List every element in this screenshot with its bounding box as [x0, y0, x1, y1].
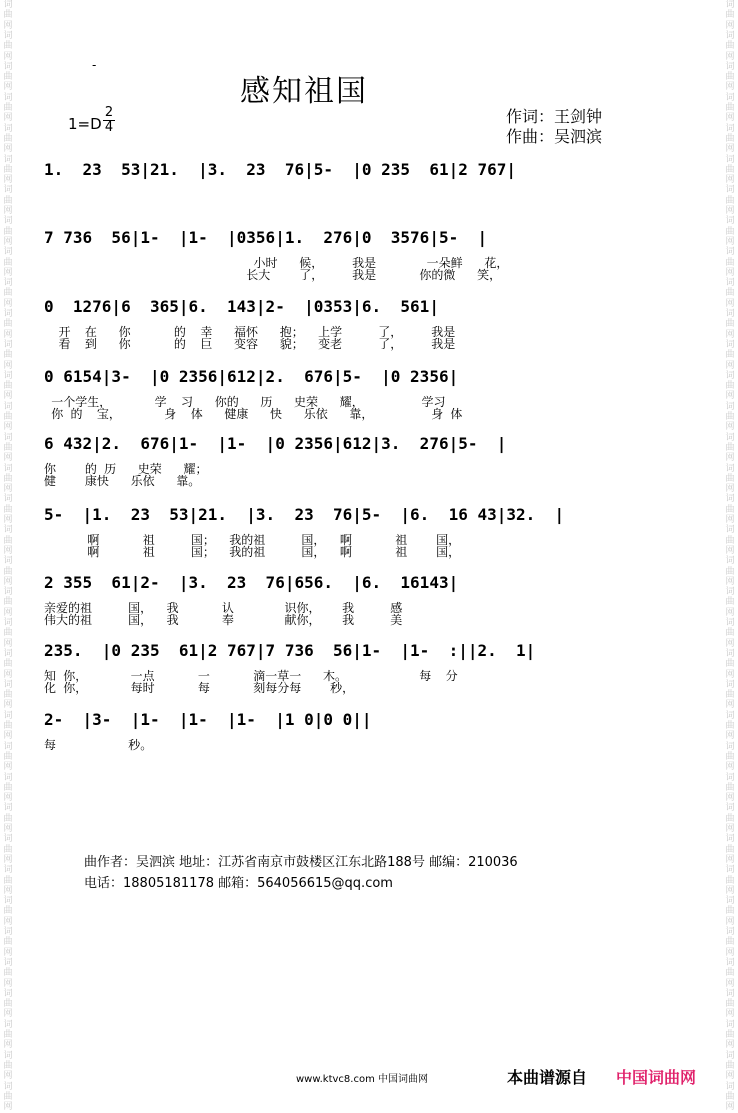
watermark-char: 词 [725, 247, 735, 258]
watermark-char: 曲 [3, 690, 13, 701]
watermark-char: 曲 [725, 906, 735, 917]
watermark-char: 词 [3, 463, 13, 474]
watermark-char: 词 [725, 401, 735, 412]
watermark-char: 曲 [725, 72, 735, 83]
watermark-char: 词 [725, 278, 735, 289]
watermark-char: 网 [3, 824, 13, 834]
watermark-char: 词 [3, 772, 13, 783]
watermark-char: 词 [3, 154, 13, 165]
watermark-char: 词 [3, 432, 13, 443]
watermark-char: 词 [725, 339, 735, 350]
watermark-right [722, 0, 738, 1113]
watermark-char: 曲 [725, 1060, 735, 1071]
watermark-char: 曲 [3, 381, 13, 392]
composer-credit: 作曲：吴泗滨 [506, 127, 603, 146]
watermark-char: 网 [3, 453, 13, 464]
watermark-char: 曲 [725, 844, 735, 855]
watermark-char: 曲 [725, 628, 735, 639]
watermark-char: 词 [725, 741, 735, 752]
time-signature-top: 2 [104, 105, 114, 120]
watermark-char: 词 [3, 556, 13, 567]
lyric-line: 啊 祖 国； 我的祖 国， 啊 祖 国， [44, 545, 461, 559]
time-signature [103, 106, 115, 135]
watermark-char: 网 [725, 360, 735, 371]
watermark-char: 曲 [725, 133, 735, 144]
watermark-char: 网 [3, 51, 13, 62]
watermark-char: 曲 [3, 968, 13, 979]
watermark-char: 网 [3, 916, 13, 927]
watermark-char: 网 [725, 607, 735, 618]
watermark-char: 曲 [725, 999, 735, 1010]
watermark-char: 词 [725, 370, 735, 381]
watermark-char: 曲 [725, 504, 735, 515]
watermark-char: 曲 [725, 226, 735, 237]
watermark-char: 词 [725, 556, 735, 567]
watermark-char: 网 [725, 206, 735, 216]
watermark-char: 曲 [725, 195, 735, 206]
lyricist-credit: 作词：王剑钟 [506, 107, 603, 126]
watermark-char: 网 [725, 267, 735, 278]
watermark-char: 词 [3, 834, 13, 845]
watermark-char: 词 [3, 1019, 13, 1030]
watermark-char: 网 [725, 947, 735, 958]
watermark-char: 网 [725, 82, 735, 93]
watermark-char: 曲 [725, 41, 735, 52]
header-dash: - [92, 58, 97, 72]
watermark-char: 网 [725, 236, 735, 247]
watermark-char: 词 [3, 185, 13, 196]
watermark-char: 词 [725, 865, 735, 876]
lyric-line: 每 秒。 [44, 738, 153, 752]
watermark-char: 词 [725, 896, 735, 907]
watermark-char: 词 [725, 463, 735, 474]
watermark-char: 词 [725, 216, 735, 227]
watermark-char: 词 [3, 741, 13, 752]
watermark-char: 网 [3, 947, 13, 958]
watermark-char: 曲 [3, 288, 13, 299]
watermark-char: 曲 [725, 721, 735, 731]
watermark-char: 曲 [725, 597, 735, 608]
watermark-char: 网 [3, 1071, 13, 1082]
watermark-char: 网 [3, 422, 13, 433]
watermark-char: 词 [3, 278, 13, 289]
watermark-char: 曲 [3, 319, 13, 330]
watermark-char: 曲 [3, 164, 13, 175]
watermark-char: 网 [3, 1040, 13, 1051]
watermark-char: 网 [725, 484, 735, 495]
watermark-char: 网 [725, 978, 735, 989]
watermark-char: 词 [3, 0, 13, 10]
watermark-char: 网 [725, 669, 735, 680]
watermark-char: 词 [725, 587, 735, 598]
watermark-char: 网 [725, 20, 735, 31]
watermark-char: 词 [3, 401, 13, 412]
watermark-char: 词 [725, 309, 735, 319]
watermark-char: 曲 [3, 566, 13, 577]
watermark-char: 词 [725, 432, 735, 443]
watermark-char: 网 [725, 700, 735, 711]
watermark-char: 网 [725, 175, 735, 186]
watermark-char: 词 [725, 803, 735, 814]
watermark-char: 曲 [3, 103, 13, 113]
watermark-char: 曲 [725, 1030, 735, 1040]
watermark-char: 网 [725, 854, 735, 865]
watermark-char: 曲 [725, 937, 735, 948]
watermark-char: 网 [725, 1071, 735, 1082]
watermark-char: 网 [3, 607, 13, 618]
watermark-char: 网 [3, 113, 13, 124]
watermark-char: 词 [3, 710, 13, 721]
song-title: 感知祖国 [240, 74, 368, 109]
watermark-char: 曲 [725, 1091, 735, 1102]
watermark-char: 曲 [3, 10, 13, 21]
watermark-char: 词 [3, 679, 13, 690]
lyric-line: 健 康快 乐依 靠。 [44, 474, 201, 488]
notation-line: 6 432|2. 676|1- |1- |0 2356|612|3. 276|5- | [44, 434, 507, 453]
watermark-char: 曲 [3, 844, 13, 855]
watermark-char: 网 [725, 113, 735, 124]
watermark-char: 词 [725, 1081, 735, 1092]
watermark-char: 词 [725, 618, 735, 628]
watermark-char: 词 [725, 1019, 735, 1030]
lyric-line: 看 到 你 的 巨 变容 貌； 变老 了， 我是 [44, 337, 456, 351]
watermark-char: 词 [3, 1050, 13, 1061]
watermark-char: 词 [3, 988, 13, 999]
watermark-left [0, 0, 16, 1113]
watermark-char: 曲 [3, 999, 13, 1010]
watermark-char: 词 [3, 957, 13, 968]
watermark-char: 词 [3, 216, 13, 227]
watermark-char: 网 [725, 51, 735, 62]
watermark-char: 曲 [3, 628, 13, 639]
watermark-char: 词 [3, 339, 13, 350]
watermark-char: 曲 [3, 1091, 13, 1102]
watermark-char: 曲 [3, 41, 13, 52]
time-signature-bottom: 4 [104, 120, 114, 135]
source-name: 中国词曲网 [616, 1068, 697, 1087]
watermark-char: 网 [725, 638, 735, 649]
watermark-char: 曲 [3, 659, 13, 670]
watermark-char: 词 [725, 710, 735, 721]
watermark-char: 网 [725, 298, 735, 309]
watermark-char: 曲 [3, 133, 13, 144]
watermark-char: 曲 [725, 782, 735, 793]
watermark-char: 曲 [725, 659, 735, 670]
watermark-char: 网 [3, 360, 13, 371]
watermark-char: 词 [3, 927, 13, 937]
watermark-char: 曲 [3, 875, 13, 886]
watermark-char: 网 [3, 638, 13, 649]
footer-contact-line1: 曲作者：吴泗滨 地址：江苏省南京市鼓楼区江东北路188号 邮编：210036 [84, 855, 518, 870]
watermark-char: 词 [725, 834, 735, 845]
watermark-char: 网 [725, 1009, 735, 1020]
notation-line: 0 6154|3- |0 2356|612|2. 676|5- |0 2356| [44, 367, 459, 386]
watermark-char: 网 [3, 700, 13, 711]
watermark-char: 网 [3, 267, 13, 278]
watermark-char: 网 [3, 545, 13, 556]
watermark-char: 网 [3, 515, 13, 525]
watermark-char: 曲 [3, 195, 13, 206]
watermark-char: 词 [3, 123, 13, 134]
watermark-char: 网 [725, 762, 735, 773]
watermark-char: 词 [725, 92, 735, 103]
notation-line: 2 355 61|2- |3. 23 76|656. |6. 16143| [44, 573, 459, 592]
watermark-char: 词 [725, 957, 735, 968]
notation-line: 0 1276|6 365|6. 143|2- |0353|6. 561| [44, 297, 439, 316]
watermark-char: 曲 [725, 381, 735, 392]
site-url: www.ktvc8.com 中国词曲网 [296, 1074, 429, 1085]
lyric-line: 亲爱的祖 国， 我 认 识你， 我 感 [44, 601, 403, 615]
watermark-char: 词 [3, 587, 13, 598]
watermark-char: 曲 [725, 535, 735, 546]
watermark-char: 网 [3, 144, 13, 155]
watermark-char: 词 [725, 30, 735, 41]
notation-line: 2- |3- |1- |1- |1- |1 0|0 0|| [44, 710, 372, 729]
watermark-char: 词 [725, 679, 735, 690]
watermark-char: 网 [3, 82, 13, 93]
notation-line: 7 736 56|1- |1- |0356|1. 276|0 3576|5- | [44, 228, 488, 247]
watermark-char: 网 [725, 144, 735, 155]
watermark-char: 网 [3, 236, 13, 247]
watermark-char: 曲 [3, 721, 13, 731]
watermark-char: 网 [3, 731, 13, 742]
watermark-char: 曲 [725, 566, 735, 577]
watermark-char: 曲 [3, 906, 13, 917]
watermark-char: 词 [725, 61, 735, 72]
watermark-char: 网 [3, 175, 13, 186]
lyric-line: 啊 祖 国； 我的祖 国， 啊 祖 国， [44, 533, 461, 547]
watermark-char: 网 [725, 453, 735, 464]
watermark-char: 词 [3, 247, 13, 258]
watermark-char: 词 [3, 92, 13, 103]
lyric-line: 开 在 你 的 幸 福怀 抱； 上学 了， 我是 [44, 325, 456, 339]
watermark-char: 曲 [3, 782, 13, 793]
watermark-char: 曲 [725, 164, 735, 175]
watermark-char: 曲 [3, 504, 13, 515]
watermark-char: 词 [3, 309, 13, 319]
watermark-char: 网 [3, 206, 13, 216]
watermark-char: 网 [3, 329, 13, 340]
watermark-char: 网 [3, 793, 13, 804]
watermark-char: 曲 [3, 473, 13, 484]
watermark-char: 曲 [3, 751, 13, 762]
watermark-char: 曲 [3, 257, 13, 268]
lyric-line: 你 的 历 史荣 耀； [44, 462, 208, 476]
watermark-char: 网 [725, 1040, 735, 1051]
watermark-char: 网 [3, 1009, 13, 1020]
watermark-char: 网 [3, 576, 13, 587]
watermark-char: 网 [3, 484, 13, 495]
watermark-char: 曲 [725, 288, 735, 299]
watermark-char: 曲 [3, 597, 13, 608]
watermark-char: 词 [725, 154, 735, 165]
watermark-char: 曲 [3, 72, 13, 83]
watermark-char: 网 [725, 916, 735, 927]
watermark-char: 曲 [3, 412, 13, 422]
lyric-line: 你 的 宝， 身 体 健康 快 乐依 靠， 身 体 [44, 407, 463, 421]
source-label: 本曲谱源自 [507, 1068, 588, 1087]
watermark-char: 词 [3, 803, 13, 814]
lyric-line: 长大 了， 我是 你的微 笑， [44, 268, 502, 282]
watermark-char: 词 [3, 896, 13, 907]
watermark-char: 词 [3, 1081, 13, 1092]
watermark-char: 曲 [725, 751, 735, 762]
lyric-line: 小时 候， 我是 一朵鲜 花， [44, 256, 509, 270]
watermark-char: 词 [725, 772, 735, 783]
notation-line: 235. |0 235 61|2 767|7 736 56|1- |1- :||2. 1| [44, 641, 536, 660]
watermark-char: 词 [725, 927, 735, 937]
notation-line: 1. 23 53|21. |3. 23 76|5- |0 235 61|2 767| [44, 160, 517, 179]
watermark-char: 词 [725, 494, 735, 505]
watermark-char: 曲 [3, 350, 13, 361]
watermark-char: 词 [725, 0, 735, 10]
watermark-char: 词 [725, 185, 735, 196]
watermark-char: 词 [725, 988, 735, 999]
watermark-char: 曲 [725, 968, 735, 979]
watermark-char: 网 [3, 854, 13, 865]
watermark-char: 网 [3, 978, 13, 989]
watermark-char: 曲 [3, 937, 13, 948]
watermark-char: 词 [3, 865, 13, 876]
watermark-char: 曲 [725, 257, 735, 268]
watermark-char: 网 [3, 391, 13, 402]
watermark-char: 曲 [725, 875, 735, 886]
watermark-char: 网 [725, 391, 735, 402]
watermark-char: 网 [3, 298, 13, 309]
key-signature: 1=D [68, 115, 102, 133]
watermark-char: 曲 [725, 473, 735, 484]
watermark-char: 网 [725, 422, 735, 433]
watermark-char: 曲 [725, 412, 735, 422]
watermark-char: 曲 [3, 813, 13, 824]
watermark-char: 曲 [3, 442, 13, 453]
watermark-char: 曲 [725, 690, 735, 701]
notation-line: 5- |1. 23 53|21. |3. 23 76|5- |6. 16 43|32. | [44, 505, 565, 524]
watermark-char: 网 [725, 731, 735, 742]
watermark-char: 曲 [3, 535, 13, 546]
watermark-char: 网 [3, 669, 13, 680]
watermark-char: 曲 [3, 226, 13, 237]
watermark-char: 网 [725, 885, 735, 896]
watermark-char: 曲 [725, 442, 735, 453]
watermark-char: 曲 [725, 350, 735, 361]
watermark-char: 曲 [3, 1030, 13, 1040]
watermark-char: 词 [3, 370, 13, 381]
lyric-line: 一个学生， 学 习 你的 历 史荣 耀， 学习 [44, 395, 446, 409]
watermark-char: 曲 [725, 10, 735, 21]
watermark-char: 网 [3, 885, 13, 896]
watermark-char: 网 [725, 515, 735, 525]
lyric-line: 知 你， 一点 一 滴一草一 木。 每 分 [44, 669, 458, 683]
watermark-char: 词 [3, 648, 13, 659]
watermark-char: 网 [725, 545, 735, 556]
watermark-char: 网 [3, 20, 13, 31]
watermark-char: 词 [3, 494, 13, 505]
watermark-char: 词 [3, 30, 13, 41]
watermark-char: 曲 [3, 1060, 13, 1071]
watermark-char: 网 [725, 824, 735, 834]
watermark-char: 词 [3, 61, 13, 72]
footer-contact-line2: 电话：18805181178 邮箱：564056615@qq.com [84, 876, 393, 891]
watermark-char: 网 [3, 1102, 13, 1113]
watermark-char: 曲 [725, 103, 735, 113]
lyric-line: 化 你， 每时 每 刻每分每 秒， [44, 681, 355, 695]
watermark-char: 网 [3, 762, 13, 773]
watermark-char: 词 [725, 648, 735, 659]
watermark-char: 网 [725, 576, 735, 587]
watermark-char: 词 [3, 525, 13, 536]
lyric-line: 伟大的祖 国， 我 奉 献你， 我 美 [44, 613, 403, 627]
watermark-char: 词 [725, 1050, 735, 1061]
watermark-char: 曲 [725, 319, 735, 330]
watermark-char: 网 [725, 1102, 735, 1113]
watermark-char: 词 [3, 618, 13, 628]
watermark-char: 曲 [725, 813, 735, 824]
watermark-char: 词 [725, 123, 735, 134]
watermark-char: 网 [725, 329, 735, 340]
watermark-char: 网 [725, 793, 735, 804]
watermark-char: 词 [725, 525, 735, 536]
